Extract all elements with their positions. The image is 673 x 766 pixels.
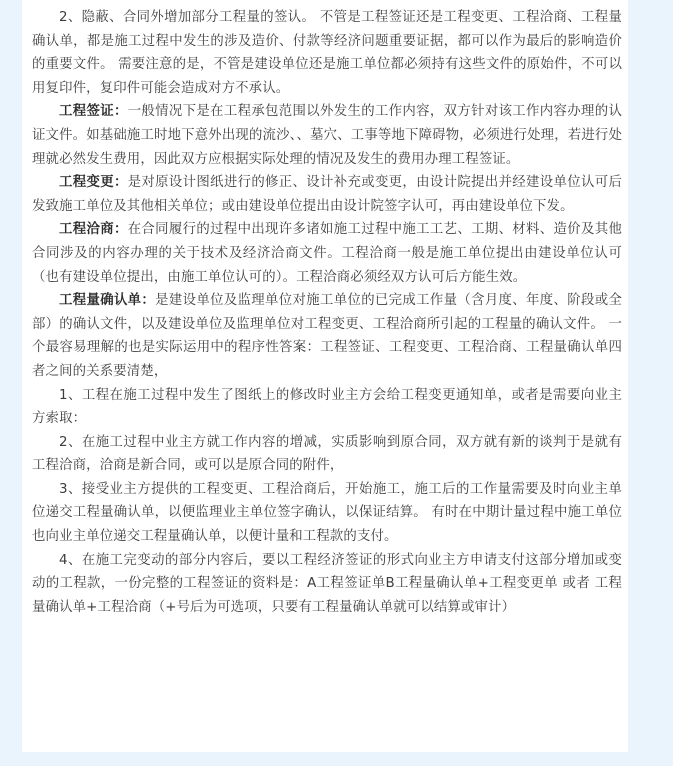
article-body <box>32 6 622 619</box>
term-engineering-change: 工程变更： <box>59 175 128 191</box>
article-card <box>22 0 628 752</box>
paragraph-step3: 3、接受业主方提供的工程变更、工程洽商后，开始施工，施工后的工作量需要及时向业主单位递交工程量确认单，以便监理业主单位签字确认，以保证结算。 有时在中期计量过程中施工单位也向业主单位递交工程量确认单，以便计量和工程款的支付。 <box>32 481 622 545</box>
paragraph-step1: 1、工程在施工过程中发生了图纸上的修改时业主方会给工程变更通知单，或者是需要向业主方索取： <box>32 387 622 427</box>
paragraph-engineering-visa: 工程签证：一般情况下是在工程承包范围以外发生的工作内容，双方针对该工作内容办理的认证文件。如基础施工时地下意外出现的流沙、、墓穴、工事等地下障碍物，必须进行处理，若进行处理就必然发生费用，因此双方应根据实际处理的情况及发生的费用办理工程签证。 <box>32 104 622 167</box>
term-engineering-negotiation: 工程洽商： <box>59 222 128 238</box>
term-engineering-visa: 工程签证： <box>59 104 128 120</box>
paragraph-quantity-confirmation: 工程量确认单：是建设单位及监理单位对施工单位的已完成工作量（含月度、年度、阶段或全部）的确认文件，以及建设单位及监理单位对工程变更、工程洽商所引起的工程量的确认文件。 一个最容易理解的也是实际运用中的程序性答案：工程签证、工程变更、工程洽商、工程量确认单四者之间的关系要清楚， <box>32 293 622 379</box>
paragraph-engineering-negotiation: 工程洽商：在合同履行的过程中出现许多诸如施工过程中施工工艺、工期、材料、造价及其他合同涉及的内容办理的关于技术及经济洽商文件。工程洽商一般是施工单位提出由建设单位认可（也有建设单位提出，由施工单位认可的）。工程洽商必须经双方认可后方能生效。 <box>32 222 622 285</box>
term-quantity-confirmation: 工程量确认单： <box>59 293 156 309</box>
paragraph-engineering-change: 工程变更：是对原设计图纸进行的修正、设计补充或变更，由设计院提出并经建设单位认可后发致施工单位及其他相关单位；或由建设单位提出由设计院签字认可，再由建设单位下发。 <box>32 175 622 214</box>
paragraph-item2-intro: 2、隐蔽、合同外增加部分工程量的签认。 不管是工程签证还是工程变更、工程洽商、工程量确认单，都是施工过程中发生的涉及造价、付款等经济问题重要证据，都可以作为最后的影响造价的重要文件。 需要注意的是，不管是建设单位还是施工单位都必须持有这些文件的原始件，不可以用复印件，复印件可能会造成对方不承认。 <box>32 10 622 96</box>
paragraph-step2: 2、在施工过程中业主方就工作内容的增减，实质影响到原合同，双方就有新的谈判于是就有工程洽商，洽商是新合同，或可以是原合同的附件， <box>32 434 622 474</box>
paragraph-step4: 4、在施工完变动的部分内容后，要以工程经济签证的形式向业主方申请支付这部分增加或变动的工程款，一份完整的工程签证的资料是：A工程签证单B工程量确认单+工程变更单 或者 工程量确认单+工程洽商（+号后为可选项，只要有工程量确认单就可以结算或审计） <box>32 552 622 615</box>
